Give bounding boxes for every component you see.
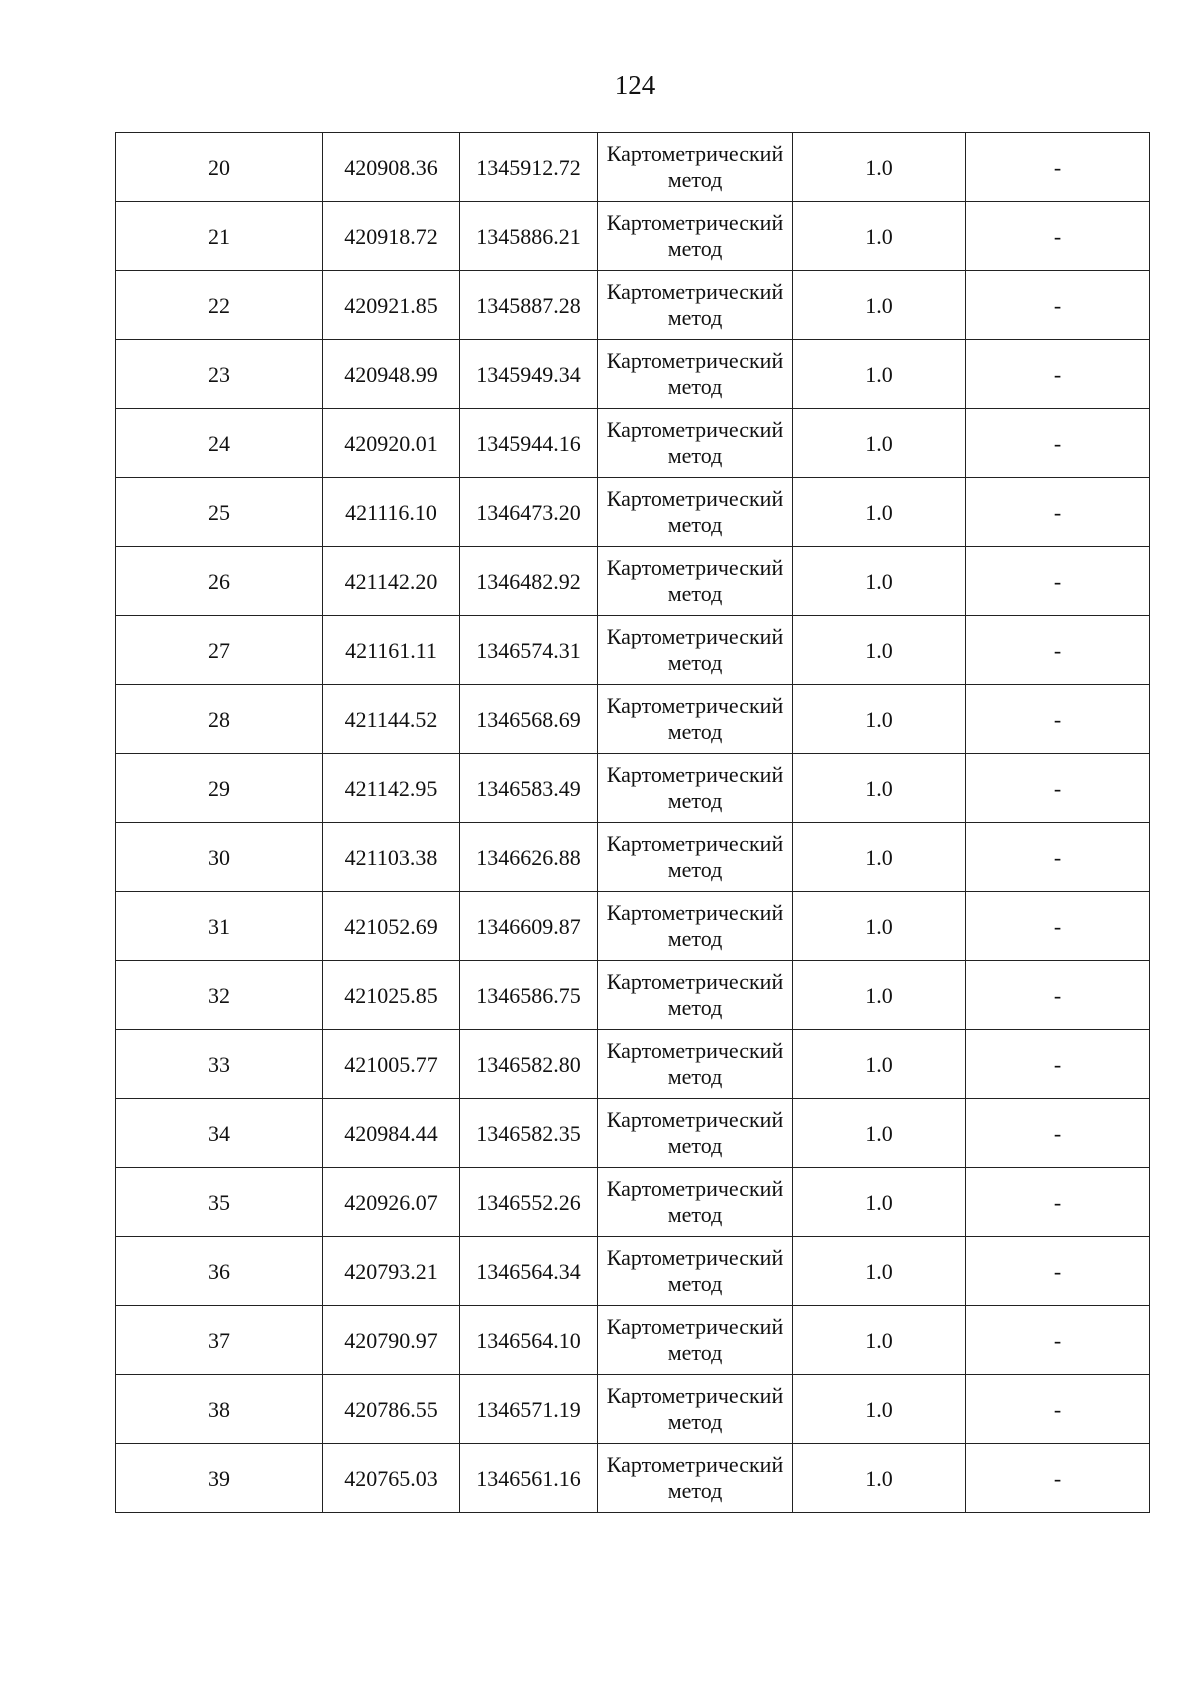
accuracy-cell: 1.0 [793,340,966,409]
method-line-2: метод [667,581,723,606]
point-number-cell: 22 [116,271,323,340]
note-cell: - [966,202,1150,271]
table-row [116,409,1150,478]
y-coordinate-cell: 1345949.34 [460,340,598,409]
x-coordinate-cell: 421142.20 [323,547,460,616]
x-coordinate-cell: 420926.07 [323,1168,460,1237]
method-line-1: Картометрический [606,693,784,718]
method-line-1: Картометрический [606,210,784,235]
x-coordinate-cell: 421052.69 [323,892,460,961]
table-row [116,754,1150,823]
method-line-1: Картометрический [606,555,784,580]
point-number-cell: 27 [116,616,323,685]
table-row [116,133,1150,202]
accuracy-cell: 1.0 [793,892,966,961]
y-coordinate-cell: 1346473.20 [460,478,598,547]
note-cell: - [966,1099,1150,1168]
x-coordinate-cell: 420948.99 [323,340,460,409]
method-line-1: Картометрический [606,1038,784,1063]
method-cell [598,547,793,616]
method-line-1: Картометрический [606,141,784,166]
method-line-1: Картометрический [606,486,784,511]
y-coordinate-cell: 1346564.34 [460,1237,598,1306]
table-row [116,961,1150,1030]
accuracy-cell: 1.0 [793,1168,966,1237]
y-coordinate-cell: 1346568.69 [460,685,598,754]
table-row [116,547,1150,616]
point-number-cell: 34 [116,1099,323,1168]
note-cell: - [966,685,1150,754]
y-coordinate-cell: 1346582.35 [460,1099,598,1168]
point-number-cell: 21 [116,202,323,271]
x-coordinate-cell: 421144.52 [323,685,460,754]
method-cell [598,616,793,685]
table-row [116,340,1150,409]
note-cell: - [966,340,1150,409]
accuracy-cell: 1.0 [793,547,966,616]
point-number-cell: 28 [116,685,323,754]
table-row [116,685,1150,754]
note-cell: - [966,547,1150,616]
x-coordinate-cell: 420920.01 [323,409,460,478]
method-line-1: Картометрический [606,762,784,787]
method-cell [598,1030,793,1099]
x-coordinate-cell: 420918.72 [323,202,460,271]
accuracy-cell: 1.0 [793,202,966,271]
x-coordinate-cell: 420984.44 [323,1099,460,1168]
method-cell [598,1444,793,1513]
method-cell [598,340,793,409]
method-cell [598,133,793,202]
point-number-cell: 30 [116,823,323,892]
accuracy-cell: 1.0 [793,616,966,685]
method-line-2: метод [667,788,723,813]
x-coordinate-cell: 420765.03 [323,1444,460,1513]
accuracy-cell: 1.0 [793,961,966,1030]
method-line-2: метод [667,1478,723,1503]
method-cell [598,271,793,340]
table-row [116,1030,1150,1099]
accuracy-cell: 1.0 [793,271,966,340]
coordinates-table-body [116,133,1150,1513]
note-cell: - [966,1306,1150,1375]
note-cell: - [966,961,1150,1030]
y-coordinate-cell: 1346571.19 [460,1375,598,1444]
table-row [116,271,1150,340]
method-cell [598,823,793,892]
y-coordinate-cell: 1345887.28 [460,271,598,340]
method-line-2: метод [667,305,723,330]
method-line-1: Картометрический [606,969,784,994]
method-line-2: метод [667,1409,723,1434]
point-number-cell: 32 [116,961,323,1030]
x-coordinate-cell: 420921.85 [323,271,460,340]
table-row [116,202,1150,271]
accuracy-cell: 1.0 [793,823,966,892]
x-coordinate-cell: 421161.11 [323,616,460,685]
y-coordinate-cell: 1346482.92 [460,547,598,616]
point-number-cell: 36 [116,1237,323,1306]
x-coordinate-cell: 421142.95 [323,754,460,823]
note-cell: - [966,1168,1150,1237]
page-number: 124 [614,70,656,100]
method-cell [598,1306,793,1375]
note-cell: - [966,892,1150,961]
y-coordinate-cell: 1346561.16 [460,1444,598,1513]
method-line-2: метод [667,512,723,537]
method-line-2: метод [667,374,723,399]
method-line-2: метод [667,926,723,951]
coordinates-table [115,132,1150,1513]
method-line-2: метод [667,1133,723,1158]
y-coordinate-cell: 1346552.26 [460,1168,598,1237]
method-line-1: Картометрический [606,1245,784,1270]
note-cell: - [966,271,1150,340]
y-coordinate-cell: 1346626.88 [460,823,598,892]
method-cell [598,1168,793,1237]
method-cell [598,961,793,1030]
note-cell: - [966,616,1150,685]
table-row [116,1375,1150,1444]
method-line-2: метод [667,1340,723,1365]
method-line-1: Картометрический [606,279,784,304]
point-number-cell: 25 [116,478,323,547]
y-coordinate-cell: 1346583.49 [460,754,598,823]
note-cell: - [966,1375,1150,1444]
y-coordinate-cell: 1345912.72 [460,133,598,202]
accuracy-cell: 1.0 [793,754,966,823]
method-line-1: Картометрический [606,1107,784,1132]
method-line-1: Картометрический [606,900,784,925]
y-coordinate-cell: 1346574.31 [460,616,598,685]
method-line-1: Картометрический [606,831,784,856]
note-cell: - [966,1237,1150,1306]
point-number-cell: 31 [116,892,323,961]
point-number-cell: 29 [116,754,323,823]
note-cell: - [966,1030,1150,1099]
table-row [116,1099,1150,1168]
method-line-1: Картометрический [606,624,784,649]
method-line-2: метод [667,995,723,1020]
method-line-2: метод [667,1202,723,1227]
method-line-1: Картометрический [606,1176,784,1201]
accuracy-cell: 1.0 [793,1099,966,1168]
note-cell: - [966,754,1150,823]
note-cell: - [966,823,1150,892]
x-coordinate-cell: 420793.21 [323,1237,460,1306]
accuracy-cell: 1.0 [793,1444,966,1513]
point-number-cell: 24 [116,409,323,478]
table-row [116,1168,1150,1237]
method-line-2: метод [667,857,723,882]
point-number-cell: 39 [116,1444,323,1513]
x-coordinate-cell: 421116.10 [323,478,460,547]
table-row [116,616,1150,685]
y-coordinate-cell: 1346564.10 [460,1306,598,1375]
point-number-cell: 38 [116,1375,323,1444]
point-number-cell: 37 [116,1306,323,1375]
x-coordinate-cell: 420786.55 [323,1375,460,1444]
x-coordinate-cell: 420790.97 [323,1306,460,1375]
method-line-2: метод [667,236,723,261]
point-number-cell: 20 [116,133,323,202]
y-coordinate-cell: 1346582.80 [460,1030,598,1099]
note-cell: - [966,1444,1150,1513]
y-coordinate-cell: 1346609.87 [460,892,598,961]
accuracy-cell: 1.0 [793,133,966,202]
table-row [116,1444,1150,1513]
accuracy-cell: 1.0 [793,1030,966,1099]
method-line-2: метод [667,443,723,468]
method-line-1: Картометрический [606,417,784,442]
note-cell: - [966,478,1150,547]
y-coordinate-cell: 1345886.21 [460,202,598,271]
method-line-1: Картометрический [606,1314,784,1339]
table-row [116,823,1150,892]
method-cell [598,202,793,271]
method-line-2: метод [667,719,723,744]
method-line-1: Картометрический [606,1452,784,1477]
accuracy-cell: 1.0 [793,685,966,754]
table-row [116,1306,1150,1375]
y-coordinate-cell: 1346586.75 [460,961,598,1030]
method-line-1: Картометрический [606,1383,784,1408]
method-cell [598,754,793,823]
method-cell [598,1237,793,1306]
y-coordinate-cell: 1345944.16 [460,409,598,478]
point-number-cell: 33 [116,1030,323,1099]
x-coordinate-cell: 421005.77 [323,1030,460,1099]
point-number-cell: 26 [116,547,323,616]
method-line-2: метод [667,1064,723,1089]
table-row [116,478,1150,547]
method-line-2: метод [667,1271,723,1296]
accuracy-cell: 1.0 [793,478,966,547]
point-number-cell: 23 [116,340,323,409]
method-cell [598,1099,793,1168]
accuracy-cell: 1.0 [793,1375,966,1444]
table-row [116,1237,1150,1306]
point-number-cell: 35 [116,1168,323,1237]
accuracy-cell: 1.0 [793,1237,966,1306]
x-coordinate-cell: 421103.38 [323,823,460,892]
method-cell [598,409,793,478]
x-coordinate-cell: 421025.85 [323,961,460,1030]
note-cell: - [966,409,1150,478]
method-cell [598,892,793,961]
table-row [116,892,1150,961]
method-line-2: метод [667,650,723,675]
x-coordinate-cell: 420908.36 [323,133,460,202]
method-cell [598,1375,793,1444]
method-cell [598,478,793,547]
accuracy-cell: 1.0 [793,1306,966,1375]
method-line-2: метод [667,167,723,192]
method-cell [598,685,793,754]
note-cell: - [966,133,1150,202]
method-line-1: Картометрический [606,348,784,373]
accuracy-cell: 1.0 [793,409,966,478]
